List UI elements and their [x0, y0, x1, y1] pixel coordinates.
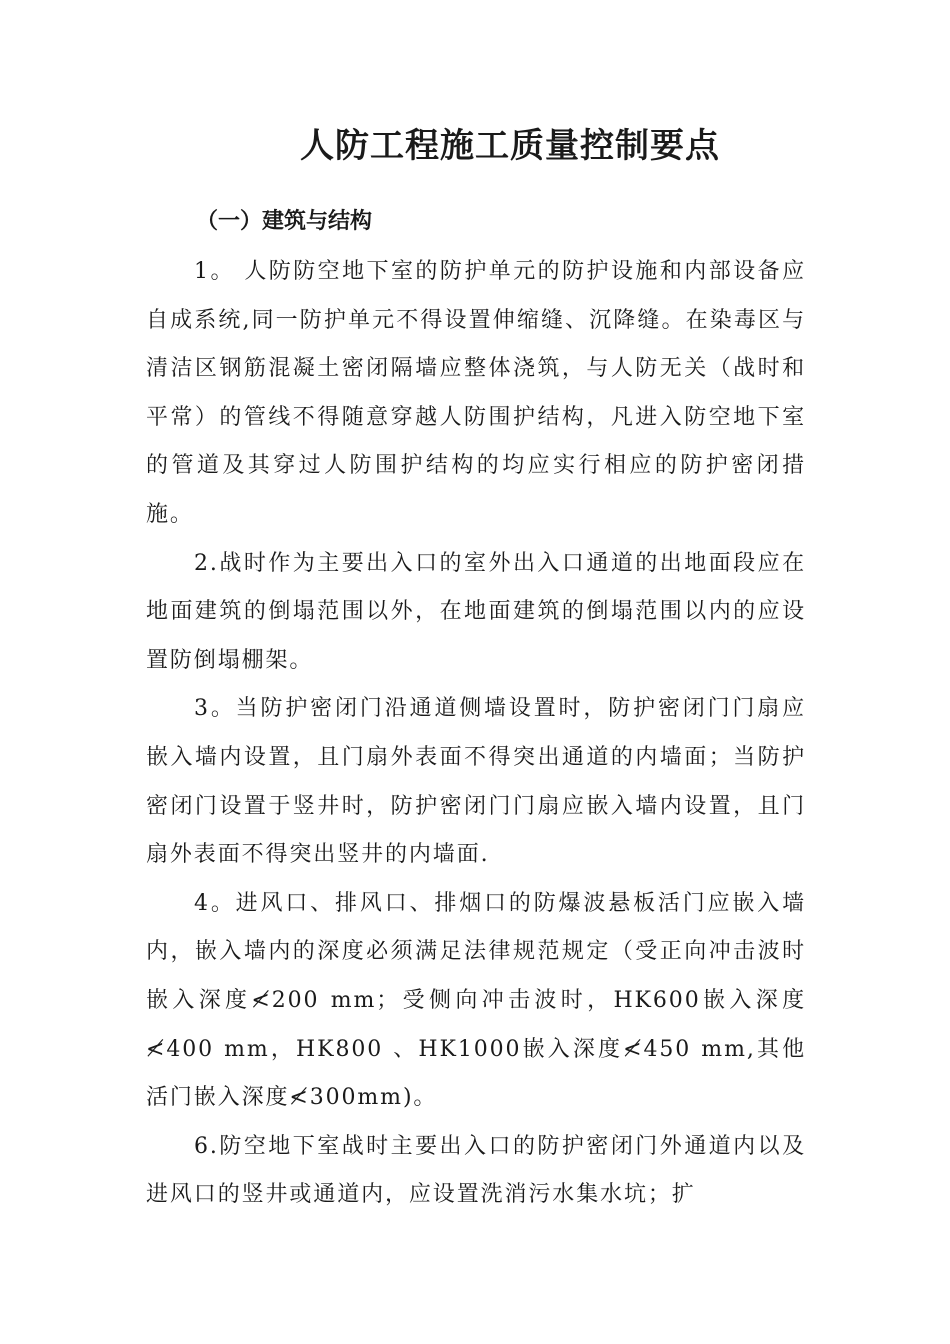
- paragraph-3: 3。当防护密闭门沿通道侧墙设置时，防护密闭门门扇应嵌入墙内设置，且门扇外表面不得突出通道的内墙面；当防护密闭门设置于竖井时，防护密闭门门扇应嵌入墙内设置，且门扇外表面不得突出竖井的内墙面.: [146, 696, 806, 868]
- document-body: [146, 248, 806, 1220]
- paragraph-4: 4。进风口、排风口、排烟口的防爆波悬板活门应嵌入墙内，嵌入墙内的深度必须满足法律规范规定（受正向冲击波时嵌入深度≮200 mm；受侧向冲击波时，HK600嵌入深度≮400 mm，HK800 、HK1000嵌入深度≮450 mm,其他活门嵌入深度≮300mm)。: [146, 890, 806, 1111]
- paragraph-1: 1。 人防防空地下室的防护单元的防护设施和内部设备应自成系统,同一防护单元不得设置伸缩缝、沉降缝。在染毒区与清洁区钢筋混凝土密闭隔墙应整体浇筑，与人防无关（战时和平常）的管线不得随意穿越人防围护结构，凡进入防空地下室的管道及其穿过人防围护结构的均应实行相应的防护密闭措施。: [146, 259, 806, 527]
- document-title: 人防工程施工质量控制要点: [300, 126, 720, 166]
- paragraph-2: 2.战时作为主要出入口的室外出入口通道的出地面段应在地面建筑的倒塌范围以外，在地面建筑的倒塌范围以内的应设置防倒塌棚架。: [146, 550, 806, 673]
- paragraph-6: 6.防空地下室战时主要出入口的防护密闭门外通道内以及进风口的竖井或通道内，应设置洗消污水集水坑；扩: [146, 1133, 806, 1208]
- section-heading: （一）建筑与结构: [196, 209, 373, 234]
